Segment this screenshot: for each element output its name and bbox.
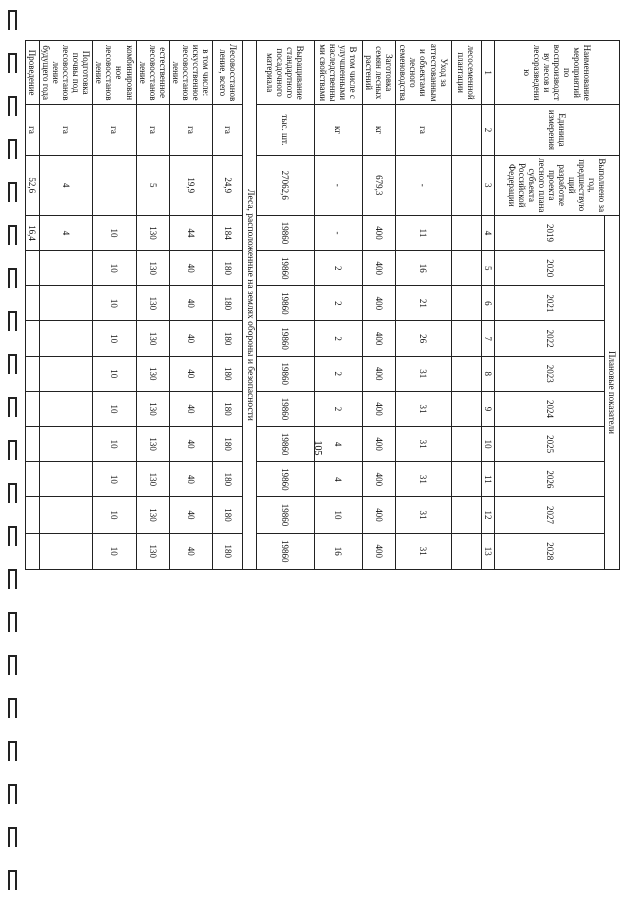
header-year-cell: 2027: [495, 497, 605, 533]
row-value-cell: 2: [314, 286, 362, 321]
row-value-cell: 180: [213, 391, 243, 426]
row-value-cell: 2: [314, 391, 362, 426]
row-value-cell: -: [314, 215, 362, 250]
row-done-cell: 52,6: [25, 155, 39, 215]
column-number-cell: 7: [481, 321, 494, 356]
column-number-cell: 2: [481, 105, 494, 155]
row-value-cell: 2: [314, 251, 362, 286]
table-row: [314, 41, 362, 570]
binding-mark: [8, 182, 17, 202]
row-value-cell: [25, 286, 39, 321]
binding-mark: [8, 397, 17, 417]
header-year-cell: 2028: [495, 533, 605, 569]
row-value-cell: [39, 427, 92, 462]
binding-mark: [8, 612, 17, 632]
binding-mark: [8, 268, 17, 288]
row-value-cell: 10: [93, 462, 136, 497]
section-header: [243, 41, 257, 570]
table-body-bottom: [25, 41, 242, 570]
row-value-cell: [25, 533, 39, 569]
row-unit-cell: га: [93, 105, 136, 155]
binding-mark: [8, 698, 17, 718]
row-value-cell: 44: [169, 215, 212, 250]
column-number-cell: 8: [481, 356, 494, 391]
binding-mark: [8, 311, 17, 331]
row-value-cell: 40: [169, 321, 212, 356]
row-value-cell: [39, 356, 92, 391]
row-value-cell: 19860: [256, 533, 314, 569]
row-value-cell: [451, 215, 481, 250]
header-planned-cell: Плановые показатели: [605, 215, 620, 569]
row-value-cell: [451, 533, 481, 569]
header-name-cell: Наименование мероприятий по воспроизводству лесов и лесоразведению: [495, 41, 620, 105]
table-row: [169, 41, 212, 570]
row-value-cell: 180: [213, 462, 243, 497]
column-number-cell: 6: [481, 286, 494, 321]
row-value-cell: 180: [213, 427, 243, 462]
column-number-cell: 9: [481, 391, 494, 426]
row-value-cell: 130: [136, 497, 169, 533]
row-done-cell: 679,3: [362, 155, 395, 215]
row-value-cell: 10: [93, 251, 136, 286]
binding-mark: [8, 440, 17, 460]
row-done-cell: -: [314, 155, 362, 215]
row-value-cell: 180: [213, 356, 243, 391]
table-row: [136, 41, 169, 570]
row-name-cell: естественное лесовосстановление: [136, 41, 169, 105]
binding-mark: [8, 53, 17, 73]
row-value-cell: [39, 321, 92, 356]
row-value-cell: [39, 286, 92, 321]
row-value-cell: 40: [169, 533, 212, 569]
header-year-cell: 2021: [495, 286, 605, 321]
row-value-cell: 184: [213, 215, 243, 250]
row-value-cell: 16: [314, 533, 362, 569]
binding-mark: [8, 655, 17, 675]
header-year-cell: 2020: [495, 251, 605, 286]
row-value-cell: 400: [362, 356, 395, 391]
row-value-cell: [25, 321, 39, 356]
row-value-cell: 19860: [256, 321, 314, 356]
row-value-cell: 180: [213, 321, 243, 356]
row-value-cell: [451, 462, 481, 497]
row-value-cell: 400: [362, 427, 395, 462]
forest-reproduction-table: [25, 40, 620, 570]
column-number-cell: 11: [481, 462, 494, 497]
row-done-cell: [451, 155, 481, 215]
row-value-cell: 2: [314, 321, 362, 356]
section-title: Леса, расположенные на землях обороны и безопасности: [243, 41, 257, 570]
row-name-cell: Заготовка семян лесных растений: [362, 41, 395, 105]
row-done-cell: 19,9: [169, 155, 212, 215]
row-name-cell: комбинированное лесовосстановление: [93, 41, 136, 105]
column-number-cell: 1: [481, 41, 494, 105]
row-value-cell: 400: [362, 321, 395, 356]
row-value-cell: [25, 391, 39, 426]
row-value-cell: 400: [362, 533, 395, 569]
row-value-cell: [451, 321, 481, 356]
row-value-cell: 26: [395, 321, 451, 356]
row-value-cell: 10: [93, 321, 136, 356]
row-done-cell: 5: [136, 155, 169, 215]
binding-mark: [8, 96, 17, 116]
row-value-cell: 130: [136, 286, 169, 321]
column-number-cell: 12: [481, 497, 494, 533]
row-unit-cell: га: [169, 105, 212, 155]
row-value-cell: 21: [395, 286, 451, 321]
binding-holes: [0, 0, 28, 905]
row-unit-cell: кг: [362, 105, 395, 155]
table-row: [256, 41, 314, 570]
row-value-cell: 31: [395, 497, 451, 533]
row-value-cell: 10: [93, 391, 136, 426]
row-value-cell: 180: [213, 286, 243, 321]
column-number-cell: 10: [481, 427, 494, 462]
row-value-cell: [25, 251, 39, 286]
row-value-cell: 31: [395, 462, 451, 497]
header-unit-cell: Единица измерения: [495, 105, 620, 155]
row-value-cell: 400: [362, 497, 395, 533]
row-value-cell: 130: [136, 356, 169, 391]
row-value-cell: 130: [136, 533, 169, 569]
header-year-cell: 2022: [495, 321, 605, 356]
binding-mark: [8, 569, 17, 589]
binding-mark: [8, 483, 17, 503]
row-value-cell: 130: [136, 251, 169, 286]
row-value-cell: 2: [314, 356, 362, 391]
row-value-cell: [25, 356, 39, 391]
column-number-cell: 4: [481, 215, 494, 250]
row-value-cell: 19860: [256, 215, 314, 250]
row-name-cell: Лесовосстановление, всего: [213, 41, 243, 105]
row-value-cell: 16: [395, 251, 451, 286]
row-unit-cell: га: [136, 105, 169, 155]
row-name-cell: в том числе: искусственное лесовосстановление: [169, 41, 212, 105]
row-value-cell: 10: [93, 286, 136, 321]
row-value-cell: 16,4: [25, 215, 39, 250]
row-value-cell: 31: [395, 427, 451, 462]
binding-mark: [8, 741, 17, 761]
row-value-cell: 10: [93, 356, 136, 391]
table-row: [39, 41, 92, 570]
binding-mark: [8, 139, 17, 159]
row-name-cell: лесосеменной плантации: [451, 41, 481, 105]
row-value-cell: [39, 497, 92, 533]
table-row: [25, 41, 39, 570]
row-value-cell: [25, 427, 39, 462]
table-row: [213, 41, 243, 570]
header-year-cell: 2025: [495, 427, 605, 462]
row-value-cell: 10: [93, 533, 136, 569]
row-value-cell: 10: [93, 215, 136, 250]
row-unit-cell: тыс. шт.: [256, 105, 314, 155]
header-year-cell: 2024: [495, 391, 605, 426]
row-value-cell: 4: [39, 215, 92, 250]
header-year-cell: 2019: [495, 215, 605, 250]
row-value-cell: [451, 251, 481, 286]
row-value-cell: [451, 286, 481, 321]
binding-mark: [8, 354, 17, 374]
row-value-cell: 4: [314, 427, 362, 462]
row-value-cell: 19860: [256, 251, 314, 286]
row-name-cell: Уход за аттестованными объектами лесного семеноводства: [395, 41, 451, 105]
row-value-cell: 180: [213, 251, 243, 286]
row-value-cell: [25, 462, 39, 497]
row-unit-cell: [451, 105, 481, 155]
row-name-cell: Проведение: [25, 41, 39, 105]
row-value-cell: [39, 533, 92, 569]
row-value-cell: 19860: [256, 391, 314, 426]
table-header: [481, 41, 619, 570]
row-value-cell: 10: [93, 427, 136, 462]
row-value-cell: 40: [169, 427, 212, 462]
row-value-cell: [39, 462, 92, 497]
row-value-cell: [451, 427, 481, 462]
table-row: [362, 41, 395, 570]
row-done-cell: 27062,6: [256, 155, 314, 215]
row-value-cell: 19860: [256, 427, 314, 462]
row-value-cell: 130: [136, 462, 169, 497]
row-unit-cell: га: [213, 105, 243, 155]
row-unit-cell: га: [25, 105, 39, 155]
row-value-cell: 130: [136, 321, 169, 356]
row-value-cell: 40: [169, 497, 212, 533]
header-done-cell: Выполнено за год, предшествующий разработке проекта лесного плана субъекта Российской Федерации: [495, 155, 620, 215]
row-value-cell: 400: [362, 251, 395, 286]
row-value-cell: 11: [395, 215, 451, 250]
row-value-cell: [451, 391, 481, 426]
row-value-cell: [25, 497, 39, 533]
row-unit-cell: га: [39, 105, 92, 155]
row-value-cell: 10: [93, 497, 136, 533]
row-unit-cell: кг: [314, 105, 362, 155]
row-value-cell: 31: [395, 391, 451, 426]
row-value-cell: 31: [395, 356, 451, 391]
binding-mark: [8, 225, 17, 245]
row-value-cell: 180: [213, 497, 243, 533]
row-name-cell: Подготовка почвы под лесовосстановление будущего года: [39, 41, 92, 105]
row-value-cell: 400: [362, 462, 395, 497]
row-value-cell: [451, 497, 481, 533]
row-value-cell: [39, 251, 92, 286]
row-value-cell: 180: [213, 533, 243, 569]
row-value-cell: 40: [169, 356, 212, 391]
table-row: [395, 41, 451, 570]
row-value-cell: 19860: [256, 497, 314, 533]
row-name-cell: Выращивание стандартного посадочного материала: [256, 41, 314, 105]
binding-mark: [8, 526, 17, 546]
row-value-cell: 19860: [256, 462, 314, 497]
row-value-cell: 400: [362, 215, 395, 250]
row-value-cell: 40: [169, 251, 212, 286]
column-number-cell: 13: [481, 533, 494, 569]
row-value-cell: 4: [314, 462, 362, 497]
binding-mark: [8, 827, 17, 847]
row-value-cell: 130: [136, 391, 169, 426]
row-value-cell: 400: [362, 391, 395, 426]
column-number-row: [481, 41, 494, 570]
binding-mark: [8, 870, 17, 890]
table-body-top: [256, 41, 481, 570]
row-done-cell: 4: [39, 155, 92, 215]
column-number-cell: 5: [481, 251, 494, 286]
row-value-cell: 19860: [256, 286, 314, 321]
row-value-cell: [39, 391, 92, 426]
row-value-cell: 40: [169, 286, 212, 321]
row-unit-cell: га: [395, 105, 451, 155]
header-year-cell: 2026: [495, 462, 605, 497]
row-value-cell: 31: [395, 533, 451, 569]
row-name-cell: В том числе с улучшенными наследственными свойствами: [314, 41, 362, 105]
row-value-cell: 400: [362, 286, 395, 321]
row-value-cell: [451, 356, 481, 391]
row-value-cell: 10: [314, 497, 362, 533]
column-number-cell: 3: [481, 155, 494, 215]
row-value-cell: 130: [136, 215, 169, 250]
rotated-page: [27, 40, 620, 570]
row-value-cell: 40: [169, 391, 212, 426]
table-row: [93, 41, 136, 570]
row-done-cell: -: [395, 155, 451, 215]
table-row: [451, 41, 481, 570]
header-year-cell: 2023: [495, 356, 605, 391]
binding-mark: [8, 10, 17, 30]
row-value-cell: 40: [169, 462, 212, 497]
page-number: 105: [312, 440, 323, 456]
binding-mark: [8, 784, 17, 804]
row-done-cell: 24,9: [213, 155, 243, 215]
row-done-cell: [93, 155, 136, 215]
row-value-cell: 19860: [256, 356, 314, 391]
row-value-cell: 130: [136, 427, 169, 462]
